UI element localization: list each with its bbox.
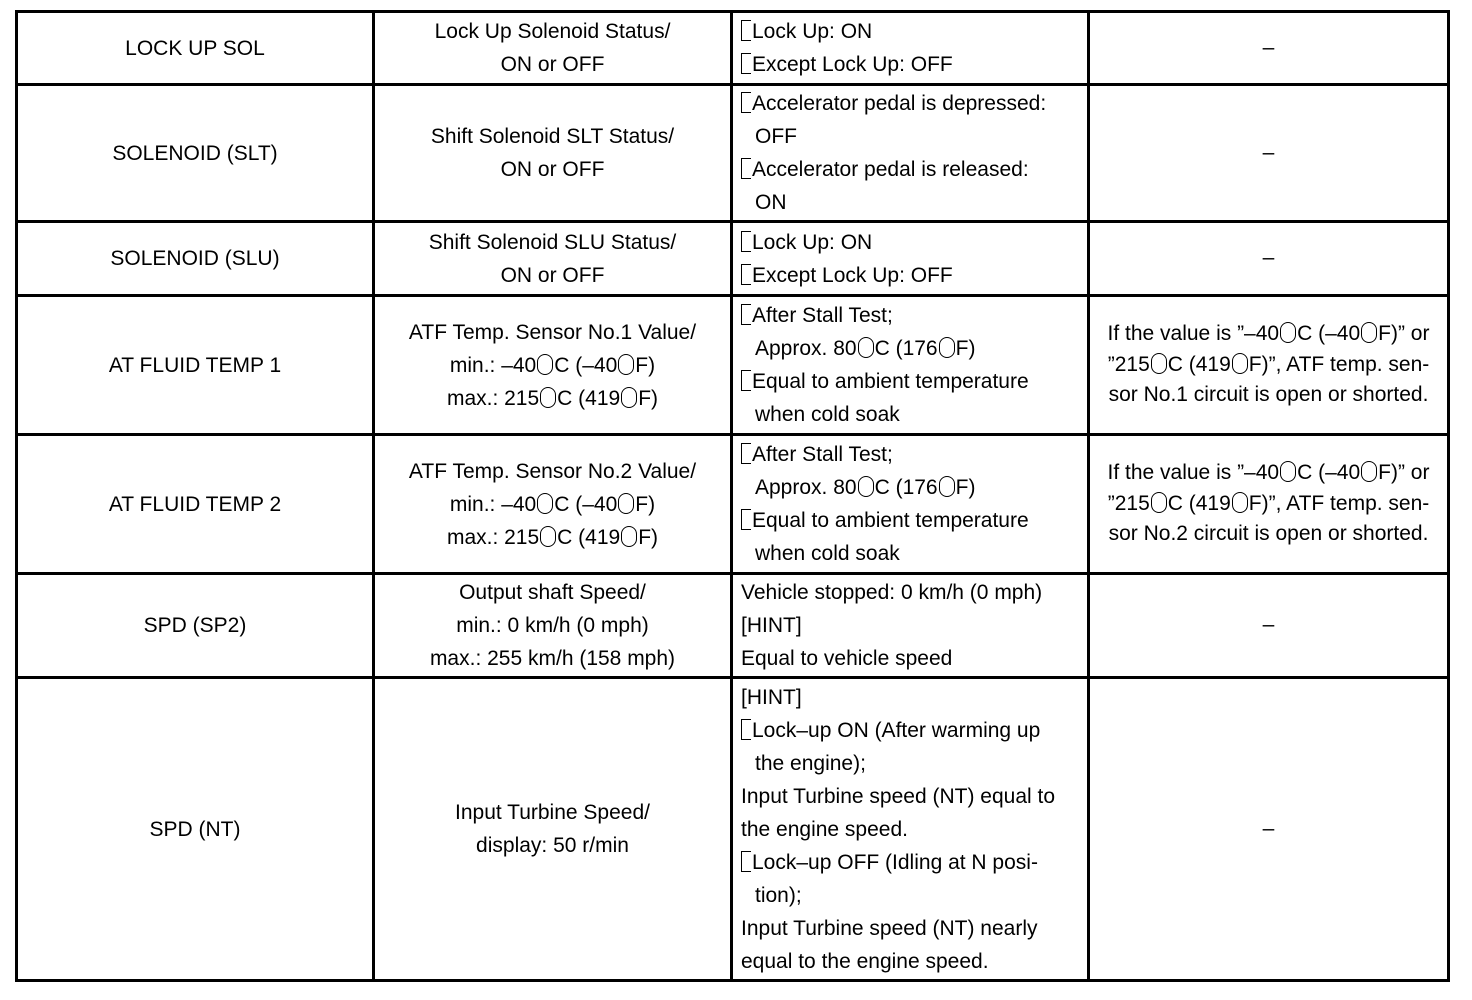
condition-line [741,153,1081,186]
measurement-line: Output shaft Speed/ [459,581,646,604]
measurement-cell [374,435,732,574]
normal-condition-cell [732,85,1089,222]
diagnostic-note-cell [1089,678,1449,981]
condition-text: Lock–up OFF (Idling at N posi- [752,850,1038,874]
condition-line [741,48,1081,81]
checkbox-bullet-icon [741,92,751,113]
condition-line [741,259,1081,292]
condition-line [741,15,1081,48]
condition-line [741,438,1081,471]
diagnostic-note-cell [1089,435,1449,574]
condition-text: Equal to ambient temperature [752,370,1029,393]
diagnostic-note-line: – [1262,35,1275,59]
checkbox-bullet-icon [741,370,751,391]
measurement-cell [374,574,732,678]
condition-line [741,537,1081,570]
diagnostic-note-cell [1089,574,1449,678]
diagnostic-note-line: ”215 C (419 F)”, ATF temp. sen- [1107,491,1430,515]
condition-text: Lock–up ON (After warming up [752,718,1041,742]
measurement-line: ON or OFF [500,158,605,181]
item-name-cell [17,222,374,296]
degree-symbol-icon [1151,492,1167,513]
condition-line [741,576,1081,609]
degree-symbol-icon [1361,461,1377,482]
diagnostic-note-line: – [1262,140,1275,164]
condition-text: Except Lock Up: OFF [752,263,953,287]
condition-text: OFF [755,125,797,148]
item-name: AT FLUID TEMP 2 [108,492,282,516]
degree-symbol-icon [540,387,556,408]
measurement-line: ATF Temp. Sensor No.1 Value/ [408,320,697,344]
checkbox-bullet-icon [741,851,751,872]
checkbox-bullet-icon [741,20,751,41]
diagnostic-note-line: If the value is ”–40 C (–40 F)” or [1107,322,1430,346]
measurement-line: Input Turbine Speed/ [455,801,650,824]
degree-symbol-icon [621,526,637,547]
degree-symbol-icon [618,354,634,375]
table-row [17,678,1449,981]
condition-line [741,87,1081,120]
table-row [17,222,1449,296]
normal-condition-cell [732,678,1089,981]
diagnostic-note-line: – [1262,613,1275,637]
normal-condition-cell [732,296,1089,435]
item-name-cell [17,574,374,678]
condition-line [741,642,1081,675]
condition-text: Accelerator pedal is released: [752,158,1029,181]
condition-line [741,120,1081,153]
checkbox-bullet-icon [741,158,751,179]
condition-text: Equal to vehicle speed [741,647,953,670]
condition-line [741,681,1081,714]
condition-text: Lock Up: ON [752,20,873,43]
diagnostic-note-cell [1089,296,1449,435]
condition-line [741,226,1081,259]
degree-symbol-icon [858,337,874,358]
condition-text: ON [755,191,787,214]
normal-condition-cell [732,12,1089,85]
item-name: SOLENOID (SLU) [110,247,280,270]
condition-text: when cold soak [755,403,900,426]
condition-text: [HINT] [741,685,802,709]
item-name-cell [17,296,374,435]
condition-text: Approx. 80 C (176 F) [755,476,976,499]
table-body [17,12,1449,981]
condition-text: Except Lock Up: OFF [752,53,953,76]
degree-symbol-icon [1280,322,1296,343]
degree-symbol-icon [1232,353,1248,374]
checkbox-bullet-icon [741,443,751,464]
degree-symbol-icon [1280,461,1296,482]
condition-text: the engine speed. [741,817,908,841]
condition-line [741,299,1081,332]
condition-line [741,365,1081,398]
condition-text: tion); [755,883,802,907]
condition-line [741,912,1081,945]
condition-text: Lock Up: ON [752,230,873,254]
normal-condition-cell [732,574,1089,678]
measurement-line: max.: 255 km/h (158 mph) [429,647,676,670]
degree-symbol-icon [1361,322,1377,343]
degree-symbol-icon [618,493,634,514]
measurement-line: Shift Solenoid SLU Status/ [428,230,677,254]
measurement-line: min.: –40 C (–40 F) [449,492,656,516]
table-row [17,435,1449,574]
condition-line [741,471,1081,504]
diagnostic-note-cell [1089,12,1449,85]
measurement-cell [374,296,732,435]
item-name: AT FLUID TEMP 1 [108,353,282,377]
diagnostic-note-cell [1089,85,1449,222]
condition-line [741,780,1081,813]
condition-line [741,398,1081,431]
diagnostic-note-line: sor No.2 circuit is open or shorted. [1108,522,1429,546]
measurement-cell [374,678,732,981]
checkbox-bullet-icon [741,509,751,530]
measurement-line: Shift Solenoid SLT Status/ [430,125,675,148]
table-row [17,296,1449,435]
condition-text: Equal to ambient temperature [752,509,1029,532]
condition-text: equal to the engine speed. [741,949,989,973]
checkbox-bullet-icon [741,53,751,74]
condition-line [741,846,1081,879]
degree-symbol-icon [540,526,556,547]
condition-text: Vehicle stopped: 0 km/h (0 mph) [741,581,1043,604]
checkbox-bullet-icon [741,719,751,740]
condition-line [741,747,1081,780]
item-name-cell [17,435,374,574]
degree-symbol-icon [1151,353,1167,374]
condition-text: Input Turbine speed (NT) equal to [741,784,1056,808]
checkbox-bullet-icon [741,304,751,325]
table-row [17,85,1449,222]
measurement-cell [374,85,732,222]
degree-symbol-icon [939,476,955,497]
condition-text: Input Turbine speed (NT) nearly [741,916,1038,940]
diagnostic-note-cell [1089,222,1449,296]
condition-line [741,504,1081,537]
condition-line [741,813,1081,846]
condition-line [741,609,1081,642]
measurement-line: display: 50 r/min [476,834,629,857]
data-list-sheet [15,10,1447,982]
item-name-cell [17,678,374,981]
condition-text: Accelerator pedal is depressed: [752,92,1047,115]
measurement-line: max.: 215 C (419 F) [446,525,659,549]
checkbox-bullet-icon [741,231,751,252]
diagnostic-note-line: ”215 C (419 F)”, ATF temp. sen- [1107,352,1430,376]
table-row [17,12,1449,85]
measurement-line: ON or OFF [500,53,605,76]
measurement-line: min.: –40 C (–40 F) [449,353,656,377]
item-name-cell [17,85,374,222]
degree-symbol-icon [1232,492,1248,513]
item-name: LOCK UP SOL [125,36,265,60]
degree-symbol-icon [537,493,553,514]
condition-text: the engine); [755,751,866,775]
item-name: SPD (SP2) [143,614,247,637]
degree-symbol-icon [939,337,955,358]
diagnostic-note-line: If the value is ”–40 C (–40 F)” or [1107,461,1430,485]
item-name: SOLENOID (SLT) [112,141,278,165]
condition-text: when cold soak [755,542,900,565]
checkbox-bullet-icon [741,264,751,285]
degree-symbol-icon [537,354,553,375]
diagnostic-note-line: sor No.1 circuit is open or shorted. [1108,383,1429,407]
item-name-cell [17,12,374,85]
measurement-line: max.: 215 C (419 F) [446,386,659,410]
diagnostic-note-line: – [1262,816,1275,840]
measurement-cell [374,12,732,85]
measurement-line: min.: 0 km/h (0 mph) [456,614,649,637]
condition-line [741,332,1081,365]
degree-symbol-icon [858,476,874,497]
measurement-line: ATF Temp. Sensor No.2 Value/ [408,459,697,483]
condition-line [741,186,1081,219]
table-row [17,574,1449,678]
condition-line [741,879,1081,912]
normal-condition-cell [732,435,1089,574]
condition-line [741,714,1081,747]
measurement-line: Lock Up Solenoid Status/ [434,20,671,43]
condition-line [741,945,1081,978]
item-name: SPD (NT) [149,817,241,841]
diagnostic-note-line: – [1262,246,1275,270]
condition-text: After Stall Test; [752,304,893,327]
condition-text: [HINT] [741,614,802,637]
normal-condition-cell [732,222,1089,296]
degree-symbol-icon [621,387,637,408]
condition-text: After Stall Test; [752,443,893,466]
diagnostic-data-table [15,10,1450,982]
measurement-line: ON or OFF [500,263,605,287]
measurement-cell [374,222,732,296]
condition-text: Approx. 80 C (176 F) [755,337,976,360]
